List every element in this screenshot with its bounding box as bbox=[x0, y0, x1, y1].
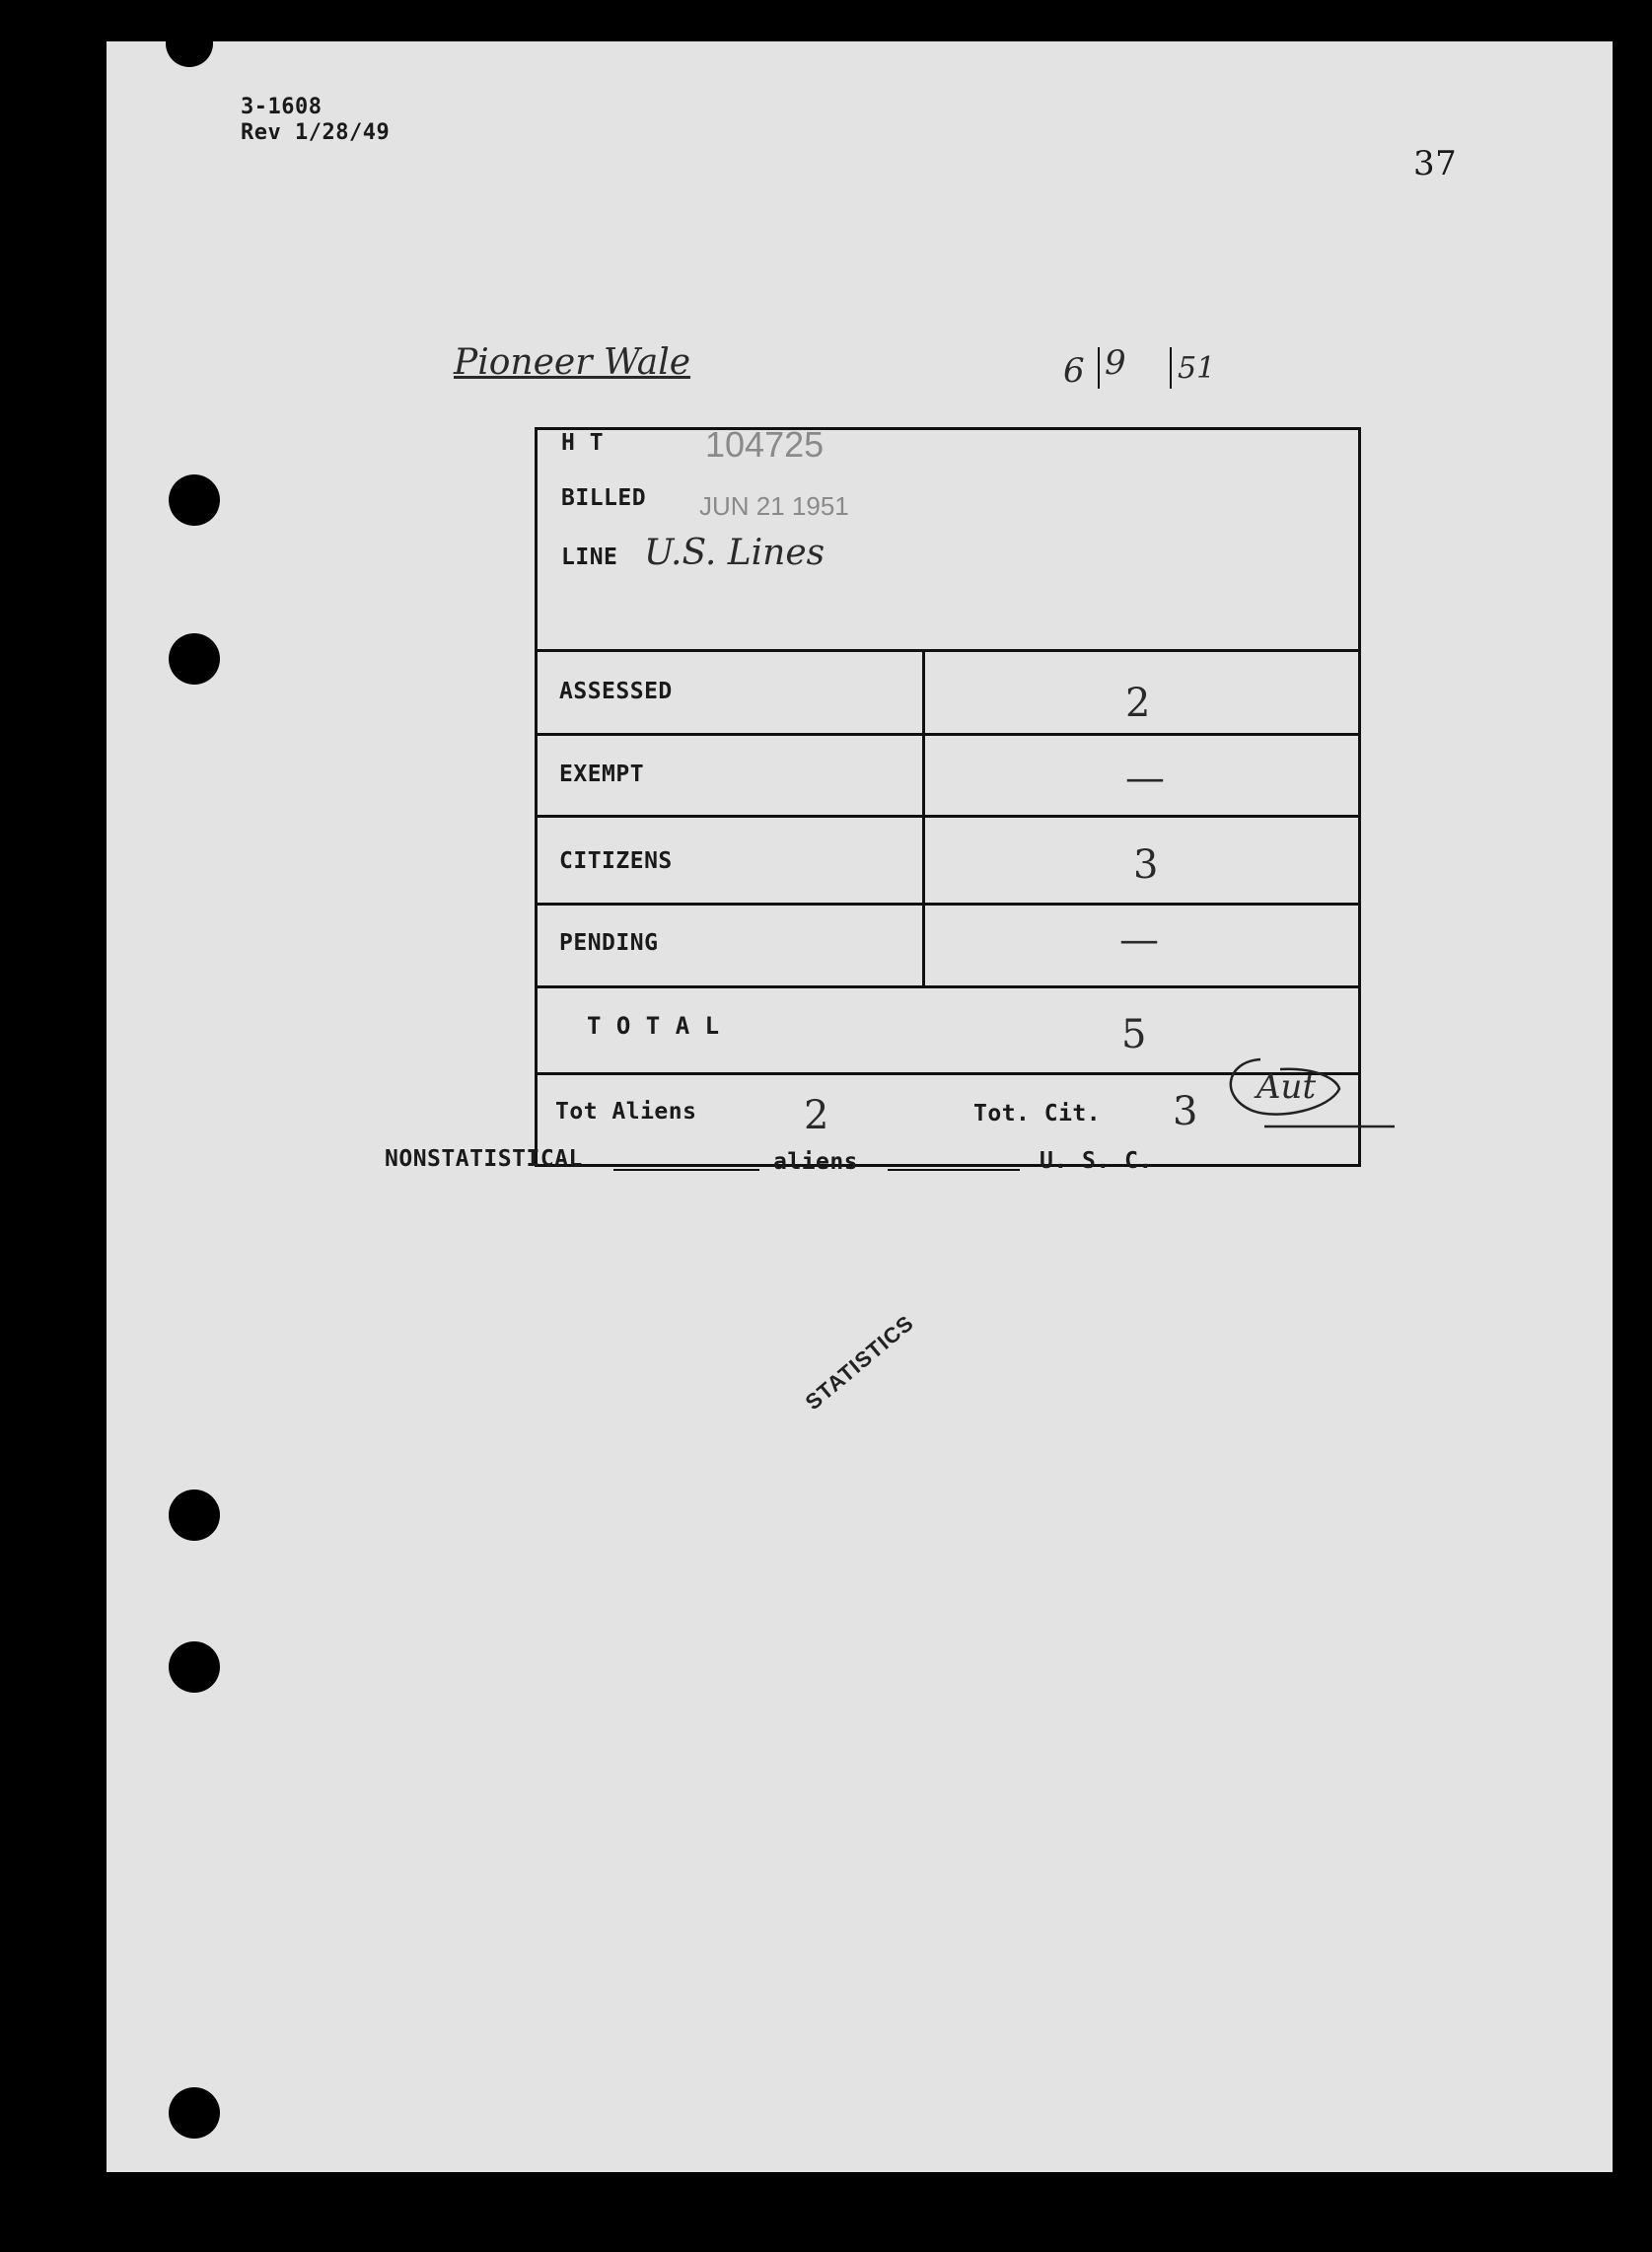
usc-label: U. S. C. bbox=[1040, 1148, 1153, 1174]
aliens-label: aliens bbox=[773, 1149, 859, 1175]
line-label: LINE bbox=[561, 545, 618, 570]
assessed-label: ASSESSED bbox=[559, 679, 673, 704]
binder-hole-3 bbox=[169, 1489, 220, 1541]
billed-label: BILLED bbox=[561, 485, 647, 511]
document-page bbox=[107, 41, 1613, 2172]
tot-cit-label: Tot. Cit. bbox=[973, 1101, 1102, 1126]
pending-value: — bbox=[1119, 917, 1159, 963]
exempt-label: EXEMPT bbox=[559, 762, 645, 787]
ht-stamp: 104725 bbox=[705, 424, 825, 465]
page-number: 37 bbox=[1413, 144, 1458, 183]
nonstatistical-blank bbox=[613, 1169, 759, 1171]
form-number: 3-1608 bbox=[241, 95, 323, 119]
divider-exempt bbox=[538, 815, 1358, 818]
tot-cit-value: 3 bbox=[1173, 1089, 1198, 1134]
aliens-blank bbox=[888, 1169, 1020, 1171]
column-divider bbox=[922, 649, 925, 988]
total-label: T O T A L bbox=[587, 1012, 720, 1040]
date-separator-1 bbox=[1098, 347, 1100, 389]
total-value: 5 bbox=[1121, 1012, 1147, 1057]
ht-label: H T bbox=[561, 430, 605, 456]
citizens-label: CITIZENS bbox=[559, 848, 673, 874]
divider-top bbox=[538, 649, 1358, 652]
date-separator-2 bbox=[1170, 347, 1172, 389]
binder-hole-1 bbox=[169, 474, 220, 526]
initials-text: Aut bbox=[1257, 1067, 1317, 1107]
date-month-handwritten: 6 bbox=[1063, 351, 1085, 391]
divider-pending bbox=[538, 985, 1358, 988]
form-revision: Rev 1/28/49 bbox=[241, 120, 391, 145]
binder-hole-4 bbox=[169, 1641, 220, 1693]
nonstatistical-label: NONSTATISTICAL bbox=[385, 1146, 583, 1172]
exempt-value: — bbox=[1125, 756, 1165, 801]
binder-hole-2 bbox=[169, 633, 220, 685]
divider-citizens bbox=[538, 903, 1358, 906]
initials-signature bbox=[1221, 1050, 1399, 1128]
tot-aliens-label: Tot Aliens bbox=[555, 1099, 697, 1125]
binder-hole-5 bbox=[169, 2087, 220, 2139]
line-value-handwritten: U.S. Lines bbox=[644, 533, 826, 573]
binder-hole-top bbox=[166, 20, 213, 67]
citizens-value: 3 bbox=[1133, 842, 1159, 888]
pending-label: PENDING bbox=[559, 930, 659, 956]
statistics-stamp: STATISTICS bbox=[800, 1310, 919, 1416]
date-day-handwritten: 9 bbox=[1105, 343, 1126, 383]
date-year-handwritten: 51 bbox=[1178, 351, 1216, 386]
assessed-value: 2 bbox=[1125, 681, 1151, 726]
tot-aliens-value: 2 bbox=[804, 1093, 829, 1138]
divider-assessed bbox=[538, 733, 1358, 736]
vessel-name-handwritten: Pioneer Wale bbox=[454, 342, 691, 383]
billed-stamp: JUN 21 1951 bbox=[699, 491, 849, 521]
